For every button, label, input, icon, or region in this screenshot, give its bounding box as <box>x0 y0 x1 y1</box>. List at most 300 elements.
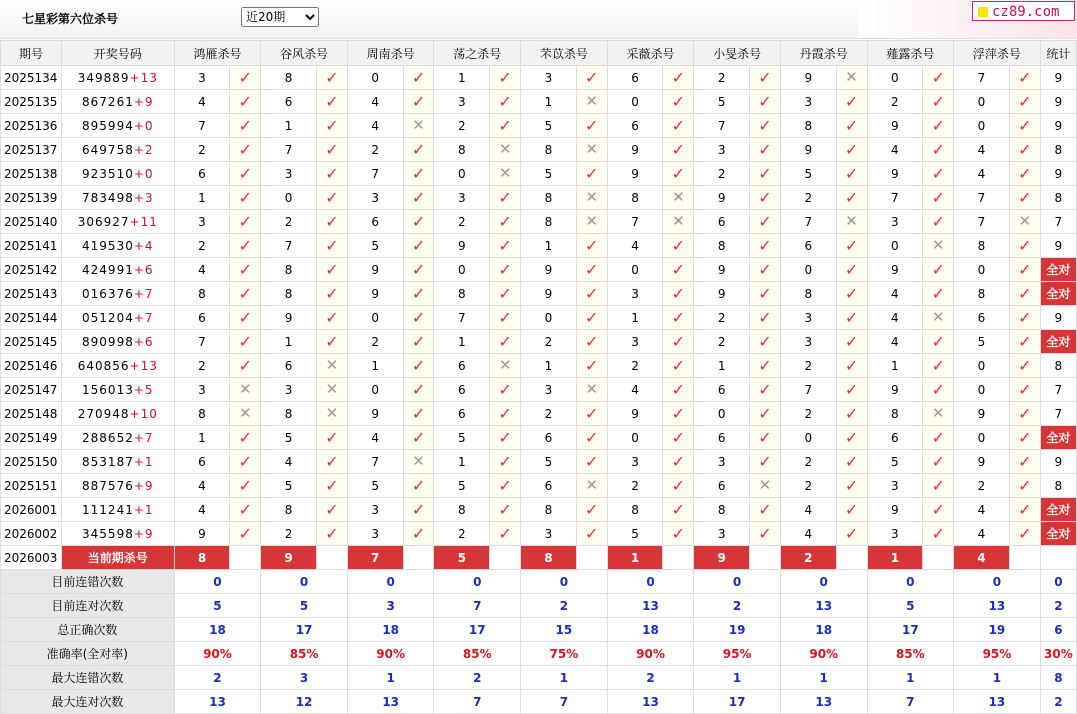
check-icon: ✓ <box>411 211 426 231</box>
stat-value: 30% <box>1040 642 1076 666</box>
draw-extra-number: +6 <box>133 334 154 349</box>
col-expert-header[interactable]: 芣苡杀号 <box>521 41 608 66</box>
result-mark-cell <box>750 426 781 450</box>
result-mark-cell <box>403 90 434 114</box>
kill-number-cell: 3 <box>261 162 317 186</box>
stat-value: 13 <box>954 690 1041 714</box>
kill-number-cell: 0 <box>954 114 1010 138</box>
check-icon: ✓ <box>844 91 859 111</box>
kill-number-cell: 6 <box>174 450 230 474</box>
check-icon: ✓ <box>844 163 859 183</box>
check-icon: ✓ <box>931 91 945 111</box>
col-expert-header[interactable]: 周南杀号 <box>347 41 434 66</box>
check-icon: ✓ <box>1018 427 1032 447</box>
result-mark-cell <box>1009 90 1040 114</box>
kill-number-cell: 3 <box>174 210 230 234</box>
check-icon: ✓ <box>671 139 686 159</box>
stat-value: 7 <box>521 690 608 714</box>
top-bar <box>0 0 1077 39</box>
check-icon: ✓ <box>931 283 945 303</box>
check-icon: ✓ <box>844 283 859 303</box>
result-mark-cell <box>403 498 434 522</box>
check-icon: ✓ <box>498 451 512 471</box>
kill-number-cell: 8 <box>607 498 663 522</box>
result-mark-cell <box>490 522 521 546</box>
kill-number-cell: 3 <box>347 522 403 546</box>
result-mark-cell <box>663 210 694 234</box>
result-mark-cell <box>230 234 261 258</box>
check-icon: ✓ <box>758 451 772 471</box>
kill-number-cell: 2 <box>347 330 403 354</box>
stat-value: 17 <box>694 690 781 714</box>
kill-number-cell: 9 <box>954 450 1010 474</box>
result-mark-cell <box>836 258 867 282</box>
result-mark-cell <box>403 330 434 354</box>
cross-icon: ✕ <box>498 356 512 374</box>
kill-number-cell: 6 <box>694 378 750 402</box>
stat-value: 7 <box>434 690 521 714</box>
result-mark-cell <box>490 474 521 498</box>
header-row <box>1 41 1077 66</box>
kill-number-cell: 2 <box>347 138 403 162</box>
result-mark-cell <box>316 330 347 354</box>
check-icon: ✓ <box>671 403 686 423</box>
check-icon: ✓ <box>238 115 252 135</box>
kill-number-cell: 9 <box>954 402 1010 426</box>
all-correct-badge: 全对 <box>1040 258 1076 282</box>
check-icon: ✓ <box>844 451 859 471</box>
result-mark-cell <box>750 210 781 234</box>
check-icon: ✓ <box>411 283 426 303</box>
result-mark-cell <box>923 258 954 282</box>
kill-number-cell: 5 <box>954 330 1010 354</box>
kill-number-cell: 7 <box>954 186 1010 210</box>
check-icon: ✓ <box>931 211 945 231</box>
check-icon: ✓ <box>325 427 339 447</box>
issue-cell: 2025138 <box>1 162 62 186</box>
result-mark-cell <box>1009 138 1040 162</box>
kill-number-cell: 5 <box>694 90 750 114</box>
result-mark-cell <box>750 114 781 138</box>
result-mark-cell <box>403 306 434 330</box>
check-icon: ✓ <box>325 235 339 255</box>
draw-cell <box>61 162 174 186</box>
kill-number-cell: 7 <box>867 186 923 210</box>
cross-icon: ✕ <box>585 188 599 206</box>
kill-number-cell: 6 <box>261 90 317 114</box>
result-mark-cell <box>403 474 434 498</box>
result-mark-cell <box>316 498 347 522</box>
result-mark-cell <box>316 426 347 450</box>
cross-icon: ✕ <box>672 188 685 206</box>
draw-number: 111241 <box>82 502 134 517</box>
issue-cell: 2026001 <box>1 498 62 522</box>
kill-number-cell: 4 <box>347 90 403 114</box>
result-mark-cell <box>836 282 867 306</box>
table-row <box>1 90 1077 114</box>
kill-number-cell: 0 <box>607 426 663 450</box>
result-mark-cell <box>1009 234 1040 258</box>
stat-row <box>1 690 1077 714</box>
kill-number-cell: 8 <box>261 66 317 90</box>
kill-number-cell: 0 <box>607 258 663 282</box>
draw-cell <box>61 210 174 234</box>
stat-value: 1 <box>867 666 954 690</box>
result-mark-cell <box>836 186 867 210</box>
col-issue-header: 期号 <box>1 41 62 66</box>
stat-value: 19 <box>954 618 1041 642</box>
col-expert-header[interactable]: 谷风杀号 <box>261 41 348 66</box>
col-expert-header[interactable]: 鸿雁杀号 <box>174 41 261 66</box>
check-icon: ✓ <box>585 499 599 519</box>
stat-cell: 9 <box>1040 114 1076 138</box>
result-mark-cell <box>663 282 694 306</box>
check-icon: ✓ <box>931 427 945 447</box>
check-icon: ✓ <box>498 379 512 399</box>
check-icon: ✓ <box>844 499 859 519</box>
draw-cell <box>61 402 174 426</box>
result-mark-cell <box>836 426 867 450</box>
all-correct-badge: 全对 <box>1040 282 1076 306</box>
check-icon: ✓ <box>671 331 686 351</box>
kill-number-cell: 4 <box>954 498 1010 522</box>
cross-icon: ✕ <box>931 404 945 422</box>
draw-cell <box>61 426 174 450</box>
draw-number: 867261 <box>82 94 134 109</box>
result-mark-cell <box>1009 162 1040 186</box>
kill-number-cell: 3 <box>261 378 317 402</box>
result-mark-cell <box>663 258 694 282</box>
kill-number-cell: 2 <box>434 210 490 234</box>
current-kill-number: 9 <box>694 546 750 570</box>
check-icon: ✓ <box>585 355 599 375</box>
stat-label: 目前连错次数 <box>1 570 175 594</box>
cross-icon: ✕ <box>845 68 858 86</box>
stat-value: 12 <box>261 690 348 714</box>
check-icon: ✓ <box>671 499 686 519</box>
check-icon: ✓ <box>411 307 426 327</box>
draw-cell <box>61 186 174 210</box>
kill-number-cell: 5 <box>261 426 317 450</box>
result-mark-cell <box>403 210 434 234</box>
current-empty-cell <box>663 546 694 570</box>
check-icon: ✓ <box>931 499 945 519</box>
kill-number-cell: 2 <box>434 522 490 546</box>
result-mark-cell <box>230 162 261 186</box>
draw-extra-number: +5 <box>133 382 154 397</box>
kill-number-cell: 2 <box>780 450 836 474</box>
kill-number-cell: 3 <box>780 330 836 354</box>
check-icon: ✓ <box>758 139 772 159</box>
result-mark-cell <box>663 234 694 258</box>
result-mark-cell <box>316 450 347 474</box>
issue-cell: 2025143 <box>1 282 62 306</box>
kill-number-cell: 6 <box>607 114 663 138</box>
stat-row <box>1 642 1077 666</box>
stat-value: 0 <box>347 570 434 594</box>
result-mark-cell <box>663 330 694 354</box>
result-mark-cell <box>836 522 867 546</box>
table-row <box>1 162 1077 186</box>
check-icon: ✓ <box>931 115 945 135</box>
col-expert-header[interactable]: 浮萍杀号 <box>954 41 1041 66</box>
check-icon: ✓ <box>498 427 512 447</box>
result-mark-cell <box>403 402 434 426</box>
stat-cell: 9 <box>1040 162 1076 186</box>
stat-value: 15 <box>521 618 608 642</box>
check-icon: ✓ <box>238 235 252 255</box>
stat-value: 1 <box>521 666 608 690</box>
result-mark-cell <box>316 258 347 282</box>
stat-cell: 8 <box>1040 138 1076 162</box>
draw-number: 156013 <box>82 382 134 397</box>
check-icon: ✓ <box>585 115 599 135</box>
check-icon: ✓ <box>1018 499 1032 519</box>
issue-cell: 2025141 <box>1 234 62 258</box>
result-mark-cell <box>316 138 347 162</box>
kill-number-cell: 5 <box>780 162 836 186</box>
kill-number-cell: 8 <box>780 114 836 138</box>
check-icon: ✓ <box>844 475 859 495</box>
result-mark-cell <box>403 426 434 450</box>
current-empty-cell <box>923 546 954 570</box>
kill-number-cell: 0 <box>347 378 403 402</box>
check-icon: ✓ <box>498 307 512 327</box>
site-logo[interactable] <box>972 1 1075 21</box>
stat-cell: 8 <box>1040 474 1076 498</box>
stat-value: 90% <box>607 642 694 666</box>
current-empty-cell <box>1009 546 1040 570</box>
check-icon: ✓ <box>325 187 339 207</box>
draw-extra-number: +3 <box>133 190 154 205</box>
kill-number-cell: 7 <box>174 114 230 138</box>
result-mark-cell <box>576 186 607 210</box>
current-kill-number: 8 <box>174 546 230 570</box>
logo-text: cz89.com <box>992 4 1060 20</box>
result-mark-cell <box>490 234 521 258</box>
result-mark-cell <box>750 306 781 330</box>
table-row <box>1 138 1077 162</box>
kill-number-cell: 9 <box>347 258 403 282</box>
check-icon: ✓ <box>1018 307 1032 327</box>
kill-number-cell: 2 <box>780 354 836 378</box>
check-icon: ✓ <box>238 475 252 495</box>
check-icon: ✓ <box>931 451 945 471</box>
kill-number-cell: 7 <box>261 138 317 162</box>
draw-number: 783498 <box>82 190 134 205</box>
result-mark-cell <box>490 186 521 210</box>
check-icon: ✓ <box>1018 163 1032 183</box>
check-icon: ✓ <box>411 259 426 279</box>
result-mark-cell <box>316 210 347 234</box>
kill-number-cell: 3 <box>780 90 836 114</box>
stat-value: 0 <box>867 570 954 594</box>
col-draw-header: 开奖号码 <box>61 41 174 66</box>
current-kill-number: 4 <box>954 546 1010 570</box>
kill-number-cell: 2 <box>780 402 836 426</box>
kill-number-cell: 9 <box>694 282 750 306</box>
table-row <box>1 474 1077 498</box>
check-icon: ✓ <box>1018 235 1032 255</box>
check-icon: ✓ <box>498 523 512 543</box>
kill-number-cell: 6 <box>607 66 663 90</box>
result-mark-cell <box>923 450 954 474</box>
check-icon: ✓ <box>1018 379 1032 399</box>
cross-icon: ✕ <box>585 380 599 398</box>
result-mark-cell <box>316 234 347 258</box>
result-mark-cell <box>230 522 261 546</box>
result-mark-cell <box>750 90 781 114</box>
result-mark-cell <box>490 138 521 162</box>
result-mark-cell <box>836 354 867 378</box>
kill-number-cell: 8 <box>434 498 490 522</box>
kill-number-cell: 0 <box>347 306 403 330</box>
check-icon: ✓ <box>498 259 512 279</box>
check-icon: ✓ <box>411 355 426 375</box>
draw-extra-number: +1 <box>133 454 154 469</box>
stat-value: 13 <box>607 690 694 714</box>
kill-number-cell: 1 <box>521 234 577 258</box>
kill-number-cell: 0 <box>867 234 923 258</box>
check-icon: ✓ <box>238 331 252 351</box>
result-mark-cell <box>1009 114 1040 138</box>
check-icon: ✓ <box>411 379 426 399</box>
kill-number-cell: 7 <box>954 210 1010 234</box>
kill-number-cell: 9 <box>521 258 577 282</box>
col-expert-header[interactable]: 荡之杀号 <box>434 41 521 66</box>
result-mark-cell <box>490 306 521 330</box>
kill-number-cell: 4 <box>347 114 403 138</box>
result-mark-cell <box>923 330 954 354</box>
result-mark-cell <box>663 354 694 378</box>
stat-value: 17 <box>867 618 954 642</box>
col-stat-header: 统计 <box>1040 41 1076 66</box>
cross-icon: ✕ <box>585 476 599 494</box>
result-mark-cell <box>316 162 347 186</box>
check-icon: ✓ <box>498 403 512 423</box>
check-icon: ✓ <box>758 259 772 279</box>
kill-number-cell: 2 <box>780 474 836 498</box>
stat-value: 0 <box>694 570 781 594</box>
check-icon: ✓ <box>671 67 686 87</box>
result-mark-cell <box>1009 378 1040 402</box>
result-mark-cell <box>230 354 261 378</box>
check-icon: ✓ <box>671 427 686 447</box>
result-mark-cell <box>923 282 954 306</box>
check-icon: ✓ <box>325 475 339 495</box>
check-icon: ✓ <box>844 115 859 135</box>
kill-number-cell: 1 <box>261 330 317 354</box>
kill-number-cell: 2 <box>521 330 577 354</box>
stat-value: 1 <box>694 666 781 690</box>
stat-cell: 7 <box>1040 210 1076 234</box>
kill-number-cell: 6 <box>694 474 750 498</box>
issue-cell: 2025147 <box>1 378 62 402</box>
stat-value: 0 <box>434 570 521 594</box>
check-icon: ✓ <box>758 355 772 375</box>
check-icon: ✓ <box>844 355 859 375</box>
result-mark-cell <box>576 258 607 282</box>
result-mark-cell <box>230 474 261 498</box>
kill-number-cell: 4 <box>954 138 1010 162</box>
kill-number-cell: 6 <box>434 378 490 402</box>
result-mark-cell <box>1009 474 1040 498</box>
check-icon: ✓ <box>238 499 252 519</box>
stat-value: 85% <box>867 642 954 666</box>
result-mark-cell <box>230 90 261 114</box>
result-mark-cell <box>576 498 607 522</box>
result-mark-cell <box>230 258 261 282</box>
stat-row <box>1 666 1077 690</box>
check-icon: ✓ <box>671 163 686 183</box>
kill-number-cell: 9 <box>780 138 836 162</box>
result-mark-cell <box>836 378 867 402</box>
check-icon: ✓ <box>498 475 512 495</box>
check-icon: ✓ <box>325 91 339 111</box>
result-mark-cell <box>403 522 434 546</box>
stat-value: 2 <box>607 666 694 690</box>
col-expert-header[interactable]: 薤露杀号 <box>867 41 954 66</box>
result-mark-cell <box>316 186 347 210</box>
kill-number-cell: 9 <box>434 234 490 258</box>
kill-number-cell: 8 <box>434 282 490 306</box>
col-expert-header[interactable]: 采薇杀号 <box>607 41 694 66</box>
check-icon: ✓ <box>671 523 686 543</box>
kill-number-cell: 9 <box>867 378 923 402</box>
result-mark-cell <box>923 474 954 498</box>
period-select[interactable] <box>241 7 319 27</box>
issue-cell: 2025144 <box>1 306 62 330</box>
kill-number-cell: 3 <box>694 138 750 162</box>
result-mark-cell <box>750 186 781 210</box>
stat-cell: 9 <box>1040 66 1076 90</box>
kill-number-cell: 4 <box>174 474 230 498</box>
check-icon: ✓ <box>585 163 599 183</box>
draw-number: 349889 <box>77 70 130 85</box>
col-expert-header[interactable]: 丹霞杀号 <box>780 41 867 66</box>
check-icon: ✓ <box>585 235 599 255</box>
kill-number-cell: 7 <box>347 450 403 474</box>
draw-cell <box>61 306 174 330</box>
kill-number-cell: 6 <box>434 402 490 426</box>
all-correct-badge: 全对 <box>1040 426 1076 450</box>
result-mark-cell <box>230 426 261 450</box>
kill-number-cell: 9 <box>347 402 403 426</box>
kill-number-cell: 8 <box>694 498 750 522</box>
stat-value: 13 <box>954 594 1041 618</box>
kill-number-cell: 0 <box>954 354 1010 378</box>
check-icon: ✓ <box>411 67 426 87</box>
col-expert-header[interactable]: 小旻杀号 <box>694 41 781 66</box>
check-icon: ✓ <box>1018 451 1032 471</box>
result-mark-cell <box>836 450 867 474</box>
check-icon: ✓ <box>325 67 339 87</box>
stat-value: 18 <box>174 618 261 642</box>
check-icon: ✓ <box>758 331 772 351</box>
draw-extra-number: +9 <box>133 478 154 493</box>
result-mark-cell <box>750 450 781 474</box>
stat-cell: 9 <box>1040 306 1076 330</box>
stat-value: 8 <box>1040 666 1076 690</box>
kill-number-cell: 9 <box>867 498 923 522</box>
check-icon: ✓ <box>238 187 252 207</box>
result-mark-cell <box>490 114 521 138</box>
draw-cell <box>61 234 174 258</box>
kill-number-cell: 6 <box>521 474 577 498</box>
kill-number-cell: 8 <box>521 210 577 234</box>
kill-number-cell: 7 <box>954 66 1010 90</box>
kill-number-cell: 9 <box>261 306 317 330</box>
